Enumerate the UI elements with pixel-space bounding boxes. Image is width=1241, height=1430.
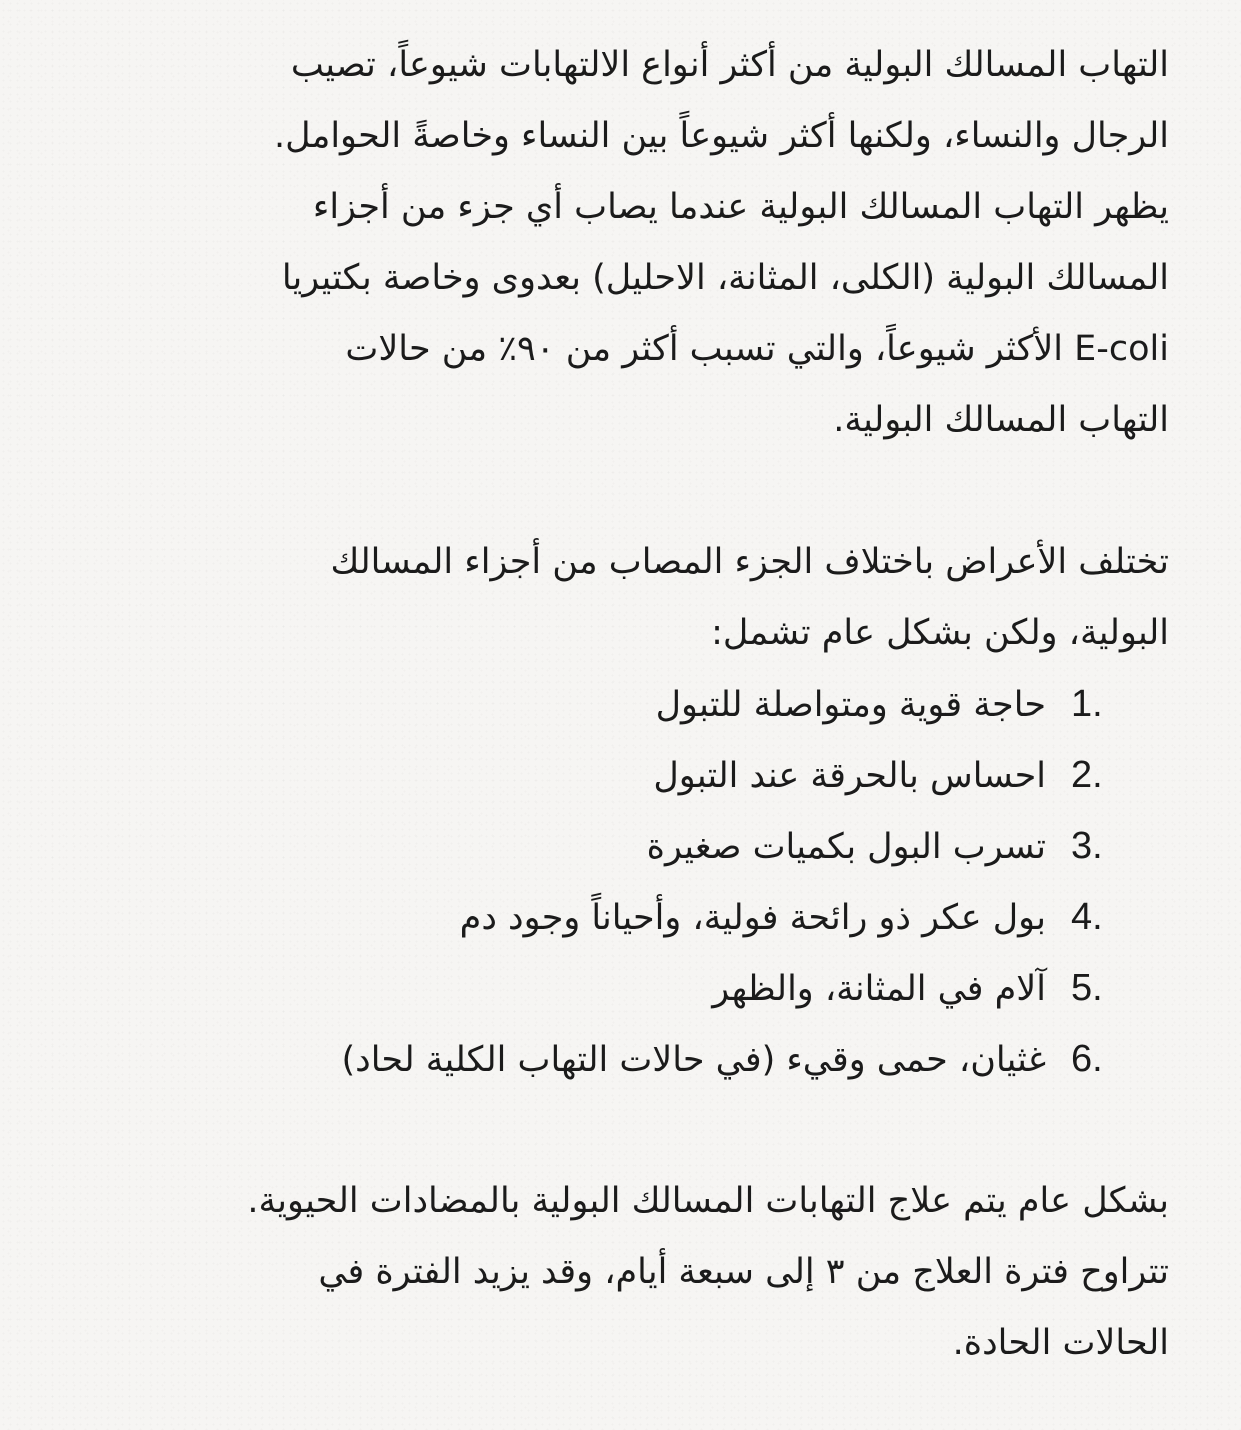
list-item [72,811,1141,882]
list-item [72,882,1141,953]
symptoms-list [72,669,1169,1095]
list-item-text: غثيان، حمى وقيء (في حالات التهاب الكلية لحاد) [341,1040,1046,1080]
list-item-text: آلام في المثانة، والظهر [712,969,1046,1009]
list-item-text: حاجة قوية ومتواصلة للتبول [655,685,1046,725]
list-item-number: 3. [1071,825,1103,867]
list-item-text: تسرب البول بكميات صغيرة [646,827,1046,867]
list-item [72,953,1141,1024]
list-item [72,1024,1141,1095]
list-item-text: بول عكر ذو رائحة فولية، وأحياناً وجود دم [459,898,1046,938]
list-item-number: 6. [1071,1038,1103,1080]
list-item [72,740,1141,811]
list-item-number: 2. [1071,754,1103,796]
list-item-number: 5. [1071,967,1103,1009]
list-item-number: 1. [1071,683,1103,725]
list-item-text: احساس بالحرقة عند التبول [653,756,1046,796]
symptoms-intro-paragraph: تختلف الأعراض باختلاف الجزء المصاب من أجزاء المسالك البولية، ولكن بشكل عام تشمل: [330,542,1169,653]
intro-paragraph: التهاب المسالك البولية من أكثر أنواع الالتهابات شيوعاً، تصيب الرجال والنساء، ولكنها أكثر شيوعاً بين النساء وخاصةً الحوامل. يظهر التهاب المسالك البولية عندما يصاب أي جزء من أجزاء المسالك البولية (الكلى، المثانة، الاحليل) بعدوى وخاصة بكتيريا E-coli الأكثر شيوعاً، والتي تسبب أكثر من ٩٠٪ من حالات التهاب المسالك البولية. [273,45,1169,440]
treatment-paragraph: بشكل عام يتم علاج التهابات المسالك البولية بالمضادات الحيوية. تتراوح فترة العلاج من ٣ إلى سبعة أيام، وقد يزيد الفترة في الحالات الحادة. [247,1181,1169,1363]
list-item [72,669,1141,740]
list-item-number: 4. [1071,896,1103,938]
